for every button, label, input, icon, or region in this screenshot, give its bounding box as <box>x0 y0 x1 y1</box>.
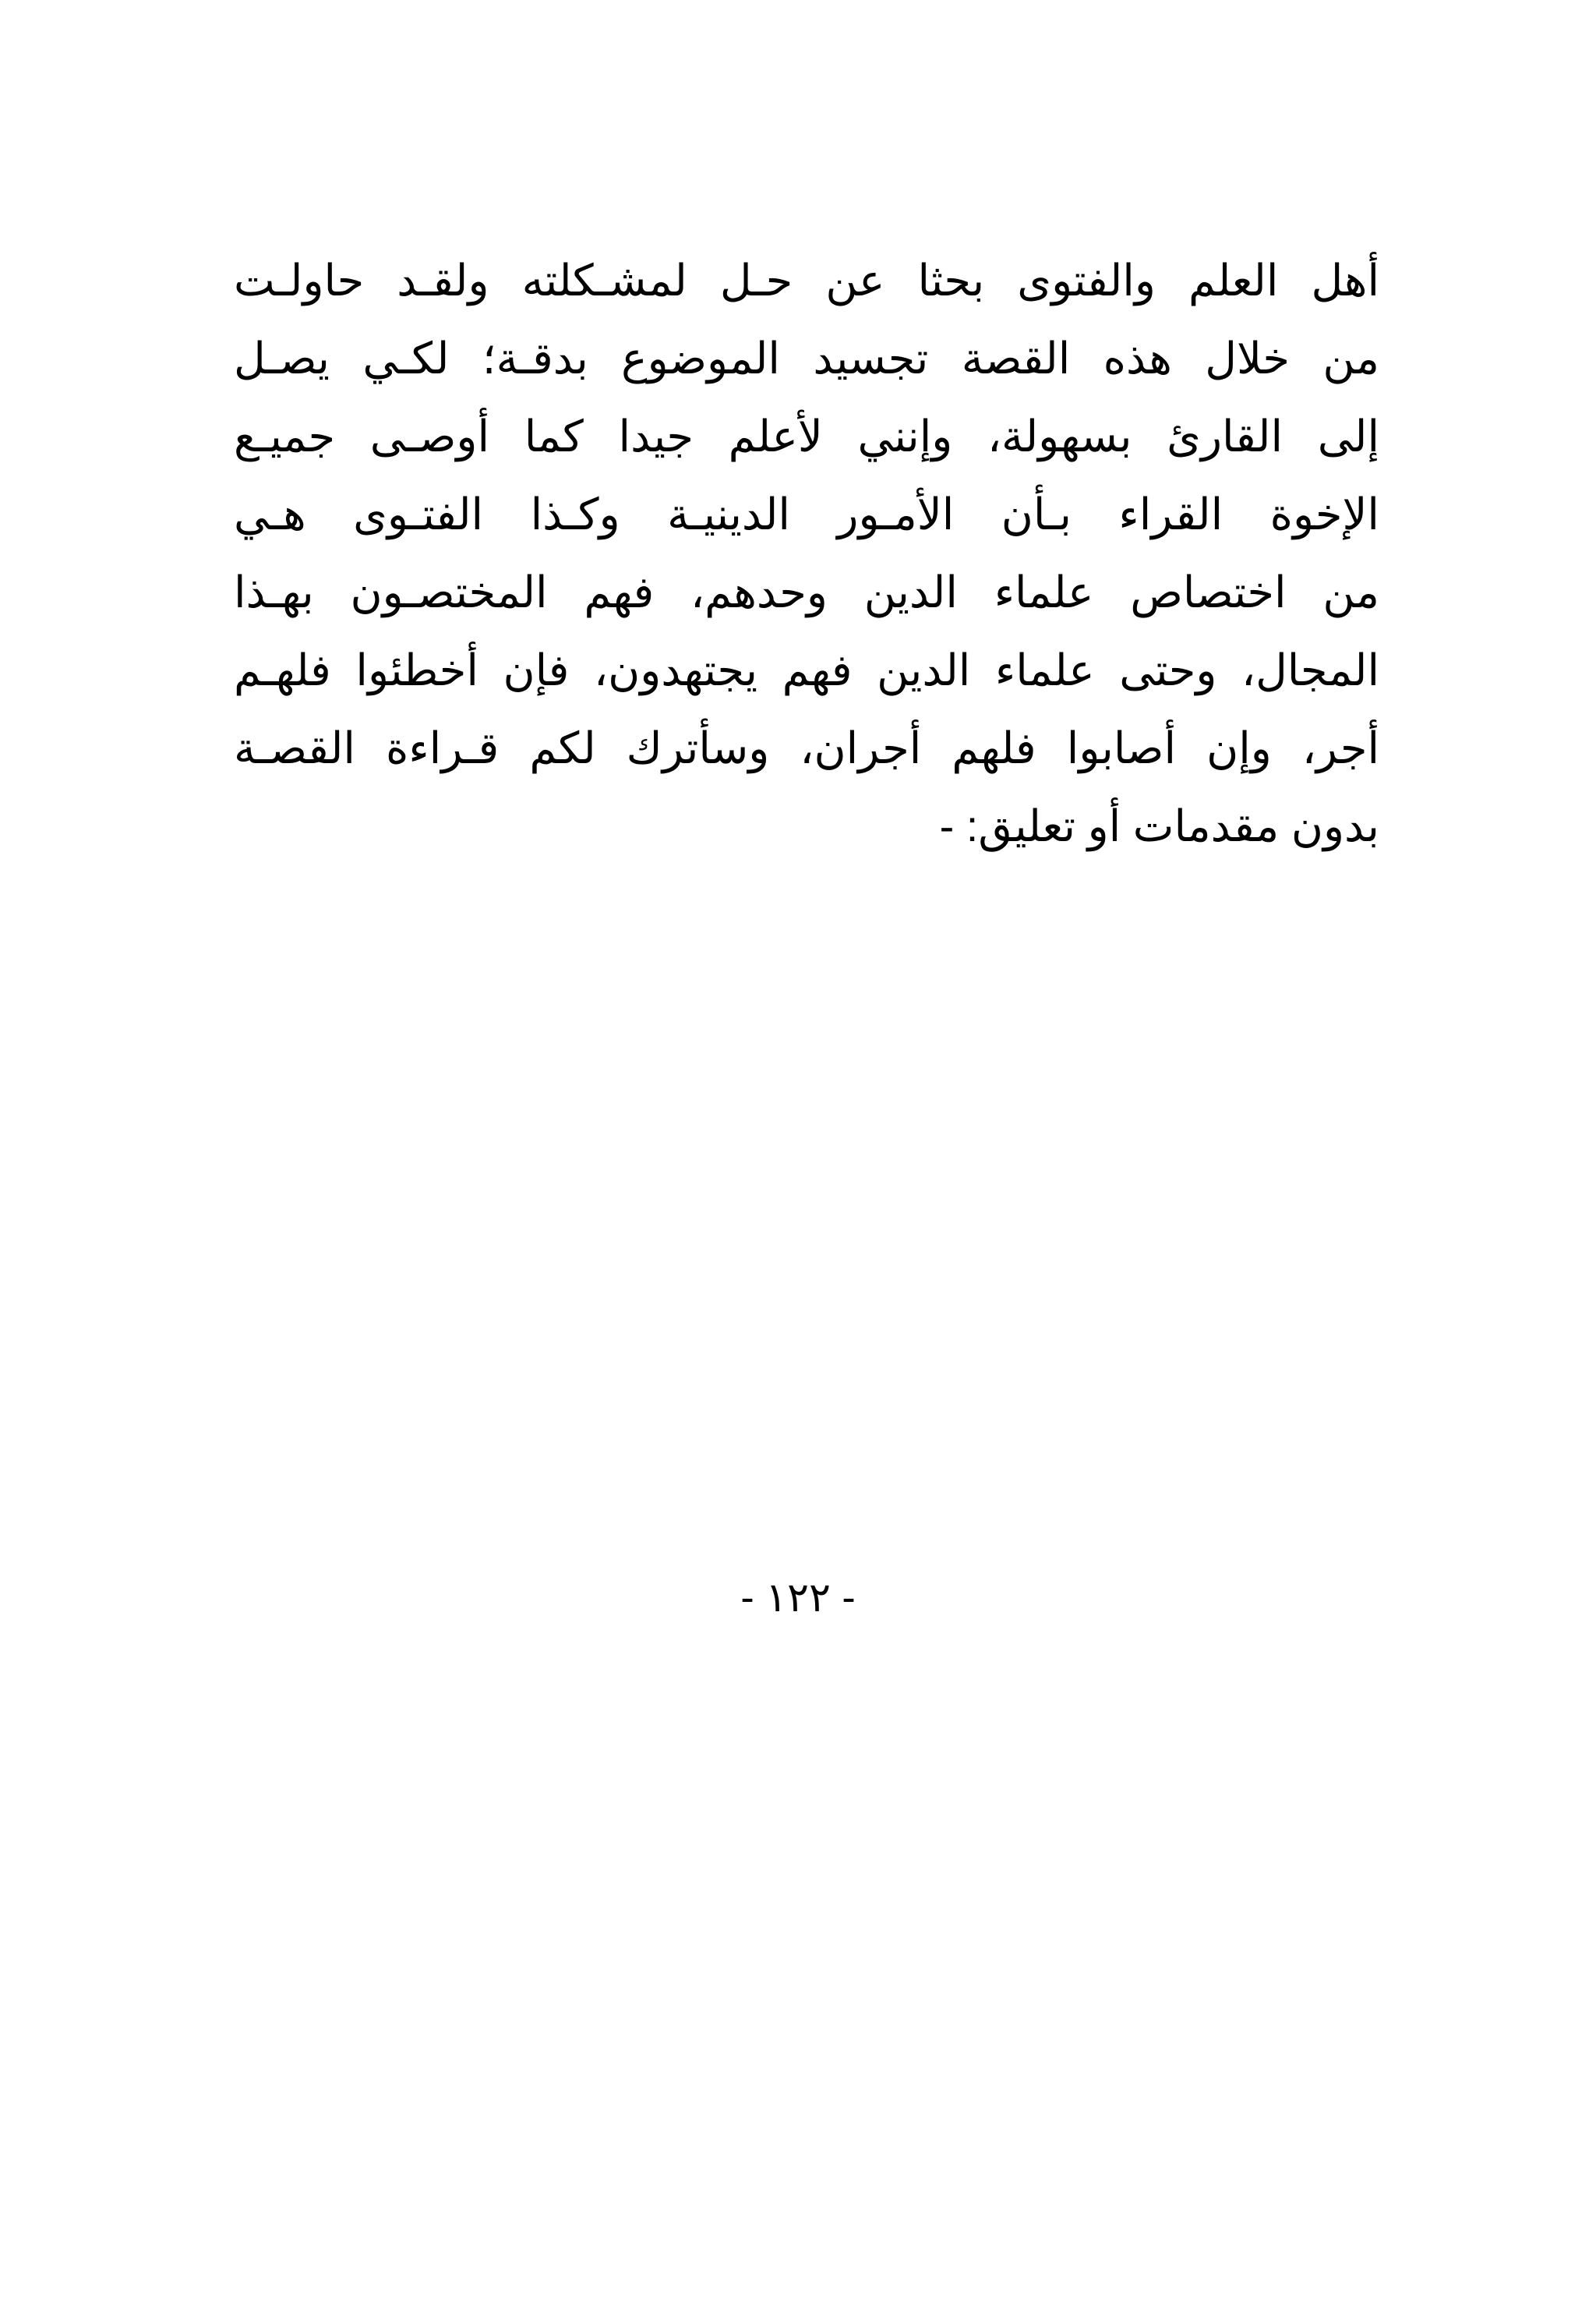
text-line: الإخوة القراء بـأن الأمـور الدينيـة وكـذا الفتـوى هـي <box>234 490 1379 539</box>
text-line: من خلال هذه القصة تجسيد الموضوع بدقـة؛ لكـي يصـل <box>234 334 1379 383</box>
text-line: من اختصاص علماء الدين وحدهم، فهم المختصـون بهـذا <box>234 567 1379 617</box>
page-number: - ١٢٢ - <box>740 1575 856 1621</box>
text-line: أهل العلم والفتوى بحثا عن حـل لمشـكلته ولقـد حاولـت <box>234 256 1379 305</box>
text-line: بدون مقدمات أو تعليق: - <box>939 801 1379 850</box>
text-line: إلى القارئ بسهولة، وإنني لأعلم جيدا كما أوصـى جميـع <box>234 412 1379 461</box>
text-line: أجر، وإن أصابوا فلهم أجران، وسأترك لكم قـراءة القصـة <box>234 723 1379 772</box>
body-text <box>234 242 1379 865</box>
text-line: المجال، وحتى علماء الدين فهم يجتهدون، فإن أخطئوا فلهـم <box>234 645 1379 695</box>
